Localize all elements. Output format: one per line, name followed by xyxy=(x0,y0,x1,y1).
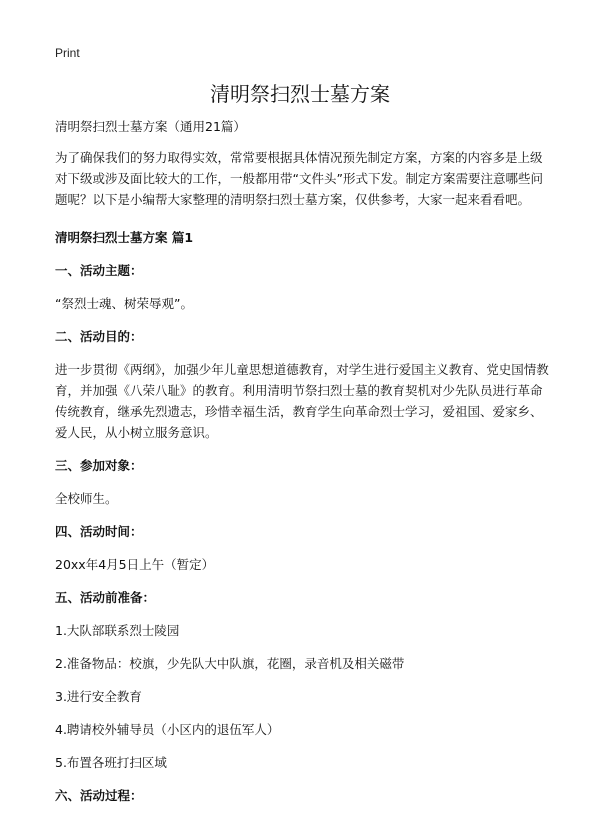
section-body-time: 20xx年4月5日上午（暂定） xyxy=(55,557,215,572)
intro-paragraph: 为了确保我们的努力取得实效，常常要根据具体情况预先制定方案，方案的内容多是上级对下级或涉及面比较大的工作，一般都用带“文件头”形式下发。制定方案需要注意哪些问题呢？以下是小编帮大家整理的清明祭扫烈士墓方案，仅供参考，大家一起来看看吧。 xyxy=(55,150,543,207)
list-item: 3.进行安全教育 xyxy=(55,689,142,704)
section-body-purpose: 进一步贯彻《两纲》，加强少年儿童思想道德教育，对学生进行爱国主义教育、党史国情教育，并加强《八荣八耻》的教育。利用清明节祭扫烈士墓的教育契机对少先队员进行革命传统教育，继承先烈遗志，珍惜幸福生活，教育学生向革命烈士学习，爱祖国、爱家乡、爱人民，从小树立服务意识。 xyxy=(55,362,549,440)
section-heading-preparation: 五、活动前准备： xyxy=(55,590,156,605)
section-heading-participants: 三、参加对象： xyxy=(55,458,143,473)
section-body-participants: 全校师生。 xyxy=(55,491,118,506)
page-title: 清明祭扫烈士墓方案 xyxy=(210,82,390,106)
section-body-theme: “祭烈士魂、树荣辱观”。 xyxy=(55,296,193,311)
document-subtitle: 清明祭扫烈士墓方案（通用21篇） xyxy=(55,119,246,134)
article-heading: 清明祭扫烈士墓方案 篇1 xyxy=(55,230,194,245)
section-heading-process: 六、活动过程： xyxy=(55,788,143,803)
list-item: 5.布置各班打扫区域 xyxy=(55,755,167,770)
print-link[interactable]: Print xyxy=(55,46,80,60)
document-body xyxy=(55,116,550,818)
section-heading-purpose: 二、活动目的： xyxy=(55,329,143,344)
list-item: 4.聘请校外辅导员（小区内的退伍军人） xyxy=(55,722,280,737)
section-heading-theme: 一、活动主题： xyxy=(55,263,143,278)
list-item: 1.大队部联系烈士陵园 xyxy=(55,623,180,638)
section-heading-time: 四、活动时间： xyxy=(55,524,143,539)
list-item: 2.准备物品：校旗，少先队大中队旗，花圈，录音机及相关磁带 xyxy=(55,656,405,671)
